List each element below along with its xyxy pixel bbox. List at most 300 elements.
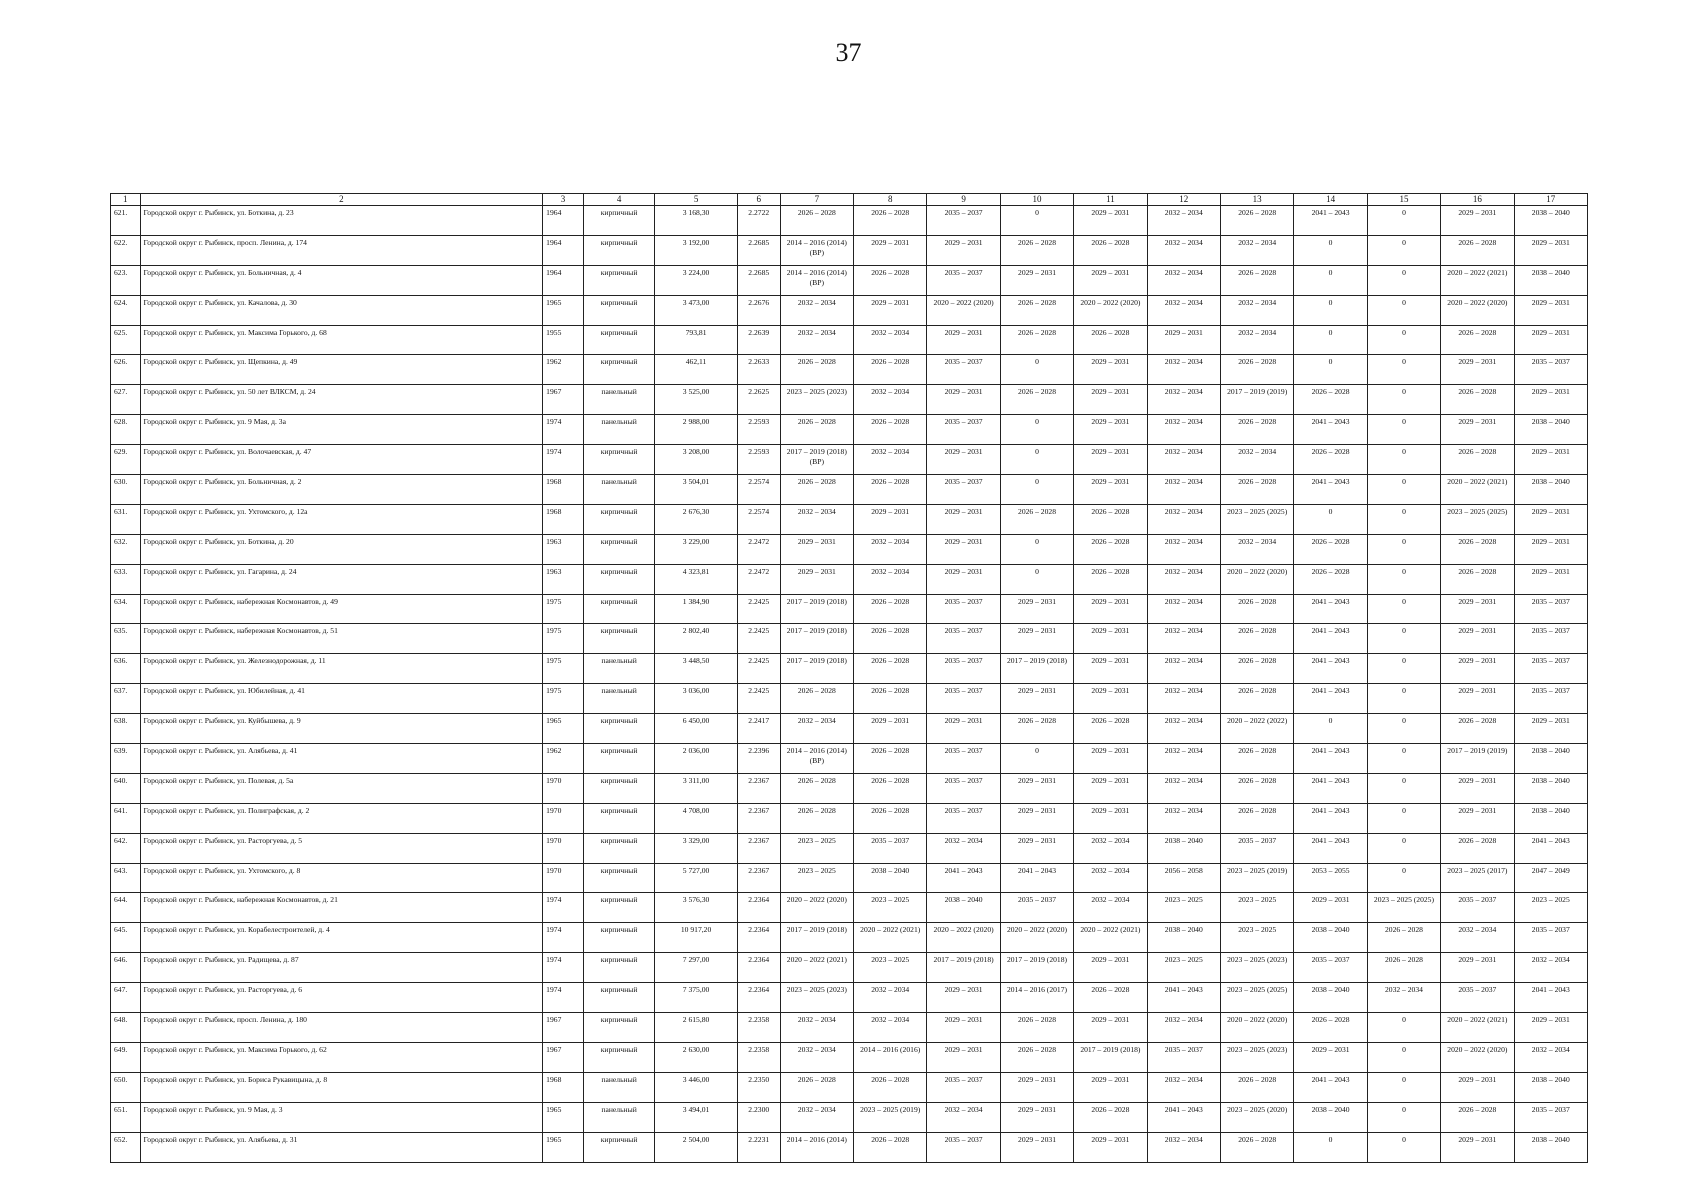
period-15-cell: 0: [1367, 1132, 1440, 1162]
period-13-cell: 2023 – 2025: [1220, 923, 1293, 953]
address-cell: Городской округ г. Рыбинск, ул. Боткина, д. 23: [140, 206, 543, 236]
period-16-cell: 2035 – 2037: [1441, 983, 1514, 1013]
period-16-cell: 2026 – 2028: [1441, 833, 1514, 863]
address-cell: Городской округ г. Рыбинск, ул. 50 лет ВЛКСМ, д. 24: [140, 385, 543, 415]
period-12-cell: 2032 – 2034: [1147, 564, 1220, 594]
area-cell: 793,81: [655, 325, 738, 355]
period-14-cell: 2026 – 2028: [1294, 564, 1367, 594]
period-15-cell: 2032 – 2034: [1367, 983, 1440, 1013]
period-17-cell: 2023 – 2025: [1514, 893, 1587, 923]
wall-material-cell: кирпичный: [583, 773, 654, 803]
period-17-cell: 2035 – 2037: [1514, 684, 1587, 714]
period-12-cell: 2023 – 2025: [1147, 893, 1220, 923]
period-15-cell: 0: [1367, 564, 1440, 594]
wall-material-cell: кирпичный: [583, 983, 654, 1013]
row-number-cell: 640.: [111, 773, 141, 803]
period-10-cell: 2026 – 2028: [1000, 1013, 1073, 1043]
period-8-cell: 2026 – 2028: [854, 594, 927, 624]
period-9-cell: 2035 – 2037: [927, 1132, 1000, 1162]
period-7-cell: 2032 – 2034: [780, 1102, 853, 1132]
period-15-cell: 2023 – 2025 (2025): [1367, 893, 1440, 923]
area-cell: 3 473,00: [655, 295, 738, 325]
period-8-cell: 2032 – 2034: [854, 564, 927, 594]
period-11-cell: 2029 – 2031: [1074, 445, 1147, 475]
coefficient-cell: 2.2425: [737, 624, 780, 654]
period-9-cell: 2035 – 2037: [927, 265, 1000, 295]
coefficient-cell: 2.2231: [737, 1132, 780, 1162]
period-7-cell: 2017 – 2019 (2018): [780, 624, 853, 654]
period-9-cell: 2032 – 2034: [927, 1102, 1000, 1132]
period-17-cell: 2029 – 2031: [1514, 714, 1587, 744]
year-built-cell: 1970: [543, 803, 584, 833]
period-11-cell: 2029 – 2031: [1074, 684, 1147, 714]
period-8-cell: 2032 – 2034: [854, 385, 927, 415]
period-16-cell: 2029 – 2031: [1441, 415, 1514, 445]
period-7-cell: 2026 – 2028: [780, 773, 853, 803]
period-12-cell: 2023 – 2025: [1147, 953, 1220, 983]
row-number-cell: 635.: [111, 624, 141, 654]
period-13-cell: 2017 – 2019 (2019): [1220, 385, 1293, 415]
area-cell: 6 450,00: [655, 714, 738, 744]
area-cell: 2 988,00: [655, 415, 738, 445]
table-row: [111, 235, 1588, 265]
period-12-cell: 2041 – 2043: [1147, 983, 1220, 1013]
table-row: [111, 1042, 1588, 1072]
period-17-cell: 2041 – 2043: [1514, 833, 1587, 863]
period-12-cell: 2032 – 2034: [1147, 773, 1220, 803]
period-13-cell: 2032 – 2034: [1220, 235, 1293, 265]
column-number-header: 16: [1441, 194, 1514, 206]
coefficient-cell: 2.2625: [737, 385, 780, 415]
period-8-cell: 2029 – 2031: [854, 235, 927, 265]
period-16-cell: 2026 – 2028: [1441, 445, 1514, 475]
period-17-cell: 2038 – 2040: [1514, 415, 1587, 445]
column-number-header: 11: [1074, 194, 1147, 206]
period-8-cell: 2032 – 2034: [854, 983, 927, 1013]
year-built-cell: 1974: [543, 923, 584, 953]
wall-material-cell: панельный: [583, 385, 654, 415]
address-cell: Городской округ г. Рыбинск, ул. Щепкина, д. 49: [140, 355, 543, 385]
period-16-cell: 2026 – 2028: [1441, 714, 1514, 744]
period-14-cell: 2026 – 2028: [1294, 1013, 1367, 1043]
period-10-cell: 0: [1000, 206, 1073, 236]
period-17-cell: 2035 – 2037: [1514, 654, 1587, 684]
wall-material-cell: панельный: [583, 415, 654, 445]
row-number-cell: 643.: [111, 863, 141, 893]
period-10-cell: 2026 – 2028: [1000, 325, 1073, 355]
period-8-cell: 2026 – 2028: [854, 684, 927, 714]
period-7-cell: 2026 – 2028: [780, 684, 853, 714]
period-9-cell: 2020 – 2022 (2020): [927, 295, 1000, 325]
year-built-cell: 1970: [543, 773, 584, 803]
period-16-cell: 2020 – 2022 (2021): [1441, 1013, 1514, 1043]
coefficient-cell: 2.2425: [737, 654, 780, 684]
period-10-cell: 2014 – 2016 (2017): [1000, 983, 1073, 1013]
year-built-cell: 1970: [543, 833, 584, 863]
period-8-cell: 2026 – 2028: [854, 773, 927, 803]
period-16-cell: 2029 – 2031: [1441, 1072, 1514, 1102]
address-cell: Городской округ г. Рыбинск, ул. Расторгуева, д. 5: [140, 833, 543, 863]
period-7-cell: 2029 – 2031: [780, 564, 853, 594]
period-10-cell: 2029 – 2031: [1000, 1072, 1073, 1102]
period-9-cell: 2032 – 2034: [927, 833, 1000, 863]
period-12-cell: 2032 – 2034: [1147, 1013, 1220, 1043]
period-7-cell: 2026 – 2028: [780, 803, 853, 833]
wall-material-cell: кирпичный: [583, 624, 654, 654]
period-17-cell: 2038 – 2040: [1514, 206, 1587, 236]
period-12-cell: 2032 – 2034: [1147, 385, 1220, 415]
address-cell: Городской округ г. Рыбинск, просп. Ленина, д. 180: [140, 1013, 543, 1043]
coefficient-cell: 2.2472: [737, 564, 780, 594]
period-16-cell: 2020 – 2022 (2021): [1441, 265, 1514, 295]
wall-material-cell: кирпичный: [583, 714, 654, 744]
period-17-cell: 2038 – 2040: [1514, 475, 1587, 505]
coefficient-cell: 2.2350: [737, 1072, 780, 1102]
wall-material-cell: кирпичный: [583, 534, 654, 564]
period-13-cell: 2026 – 2028: [1220, 803, 1293, 833]
period-14-cell: 0: [1294, 355, 1367, 385]
period-15-cell: 0: [1367, 206, 1440, 236]
period-11-cell: 2029 – 2031: [1074, 654, 1147, 684]
period-14-cell: 2029 – 2031: [1294, 893, 1367, 923]
period-11-cell: 2029 – 2031: [1074, 744, 1147, 774]
period-8-cell: 2026 – 2028: [854, 654, 927, 684]
table-row: [111, 1013, 1588, 1043]
period-7-cell: 2017 – 2019 (2018): [780, 923, 853, 953]
coefficient-cell: 2.2593: [737, 415, 780, 445]
year-built-cell: 1965: [543, 1132, 584, 1162]
address-cell: Городской округ г. Рыбинск, ул. Гагарина, д. 24: [140, 564, 543, 594]
period-17-cell: 2032 – 2034: [1514, 953, 1587, 983]
table-row: [111, 475, 1588, 505]
column-number-header: 5: [655, 194, 738, 206]
period-13-cell: 2023 – 2025 (2019): [1220, 863, 1293, 893]
period-10-cell: 2029 – 2031: [1000, 773, 1073, 803]
address-cell: Городской округ г. Рыбинск, ул. 9 Мая, д. 3: [140, 1102, 543, 1132]
period-10-cell: 2029 – 2031: [1000, 833, 1073, 863]
period-9-cell: 2017 – 2019 (2018): [927, 953, 1000, 983]
period-14-cell: 2041 – 2043: [1294, 594, 1367, 624]
period-8-cell: 2032 – 2034: [854, 1013, 927, 1043]
column-number-header: 14: [1294, 194, 1367, 206]
period-8-cell: 2023 – 2025: [854, 893, 927, 923]
coefficient-cell: 2.2722: [737, 206, 780, 236]
period-7-cell: 2014 – 2016 (2014): [780, 1132, 853, 1162]
table-row: [111, 983, 1588, 1013]
period-8-cell: 2032 – 2034: [854, 534, 927, 564]
table-row: [111, 773, 1588, 803]
period-12-cell: 2032 – 2034: [1147, 803, 1220, 833]
period-16-cell: 2029 – 2031: [1441, 206, 1514, 236]
period-17-cell: 2035 – 2037: [1514, 355, 1587, 385]
period-16-cell: 2029 – 2031: [1441, 953, 1514, 983]
period-9-cell: 2029 – 2031: [927, 564, 1000, 594]
wall-material-cell: кирпичный: [583, 1042, 654, 1072]
year-built-cell: 1963: [543, 564, 584, 594]
period-10-cell: 2017 – 2019 (2018): [1000, 654, 1073, 684]
column-number-header: 3: [543, 194, 584, 206]
period-10-cell: 2026 – 2028: [1000, 385, 1073, 415]
period-13-cell: 2026 – 2028: [1220, 744, 1293, 774]
coefficient-cell: 2.2593: [737, 445, 780, 475]
period-12-cell: 2032 – 2034: [1147, 295, 1220, 325]
period-12-cell: 2032 – 2034: [1147, 265, 1220, 295]
wall-material-cell: кирпичный: [583, 833, 654, 863]
period-8-cell: 2026 – 2028: [854, 355, 927, 385]
wall-material-cell: кирпичный: [583, 504, 654, 534]
column-number-header: 13: [1220, 194, 1293, 206]
period-11-cell: 2026 – 2028: [1074, 1102, 1147, 1132]
column-number-header: 15: [1367, 194, 1440, 206]
column-number-header: 6: [737, 194, 780, 206]
period-8-cell: 2020 – 2022 (2021): [854, 923, 927, 953]
table-row: [111, 1072, 1588, 1102]
period-14-cell: 2041 – 2043: [1294, 744, 1367, 774]
address-cell: Городской округ г. Рыбинск, ул. 9 Мая, д. 3а: [140, 415, 543, 445]
period-14-cell: 2038 – 2040: [1294, 983, 1367, 1013]
table-row: [111, 325, 1588, 355]
period-10-cell: 2026 – 2028: [1000, 235, 1073, 265]
period-16-cell: 2023 – 2025 (2017): [1441, 863, 1514, 893]
period-7-cell: 2032 – 2034: [780, 295, 853, 325]
area-cell: 2 036,00: [655, 744, 738, 774]
period-11-cell: 2020 – 2022 (2020): [1074, 295, 1147, 325]
period-10-cell: 0: [1000, 475, 1073, 505]
period-14-cell: 0: [1294, 325, 1367, 355]
period-7-cell: 2014 – 2016 (2014) (ВР): [780, 265, 853, 295]
period-16-cell: 2026 – 2028: [1441, 534, 1514, 564]
coefficient-cell: 2.2574: [737, 475, 780, 505]
area-cell: 10 917,20: [655, 923, 738, 953]
address-cell: Городской округ г. Рыбинск, ул. Волочаевская, д. 47: [140, 445, 543, 475]
period-10-cell: 2029 – 2031: [1000, 1102, 1073, 1132]
period-11-cell: 2029 – 2031: [1074, 415, 1147, 445]
period-16-cell: 2029 – 2031: [1441, 654, 1514, 684]
period-12-cell: 2032 – 2034: [1147, 654, 1220, 684]
period-9-cell: 2035 – 2037: [927, 206, 1000, 236]
period-10-cell: 2041 – 2043: [1000, 863, 1073, 893]
period-10-cell: 0: [1000, 564, 1073, 594]
row-number-cell: 649.: [111, 1042, 141, 1072]
coefficient-cell: 2.2358: [737, 1013, 780, 1043]
wall-material-cell: кирпичный: [583, 923, 654, 953]
period-13-cell: 2026 – 2028: [1220, 206, 1293, 236]
period-11-cell: 2029 – 2031: [1074, 1132, 1147, 1162]
period-12-cell: 2032 – 2034: [1147, 445, 1220, 475]
period-12-cell: 2029 – 2031: [1147, 325, 1220, 355]
coefficient-cell: 2.2417: [737, 714, 780, 744]
column-number-header: 10: [1000, 194, 1073, 206]
period-16-cell: 2029 – 2031: [1441, 803, 1514, 833]
table-row: [111, 355, 1588, 385]
period-10-cell: 2026 – 2028: [1000, 295, 1073, 325]
period-17-cell: 2038 – 2040: [1514, 803, 1587, 833]
period-13-cell: 2020 – 2022 (2022): [1220, 714, 1293, 744]
wall-material-cell: панельный: [583, 654, 654, 684]
area-cell: 5 727,00: [655, 863, 738, 893]
coefficient-cell: 2.2685: [737, 235, 780, 265]
period-7-cell: 2017 – 2019 (2018): [780, 594, 853, 624]
period-13-cell: 2020 – 2022 (2020): [1220, 564, 1293, 594]
period-15-cell: 0: [1367, 714, 1440, 744]
year-built-cell: 1975: [543, 594, 584, 624]
period-12-cell: 2032 – 2034: [1147, 1072, 1220, 1102]
table-row: [111, 654, 1588, 684]
area-cell: 4 708,00: [655, 803, 738, 833]
table-row: [111, 953, 1588, 983]
period-12-cell: 2032 – 2034: [1147, 475, 1220, 505]
row-number-cell: 642.: [111, 833, 141, 863]
period-7-cell: 2026 – 2028: [780, 355, 853, 385]
table-row: [111, 624, 1588, 654]
period-11-cell: 2017 – 2019 (2018): [1074, 1042, 1147, 1072]
period-13-cell: 2023 – 2025 (2023): [1220, 1042, 1293, 1072]
table-row: [111, 564, 1588, 594]
area-cell: 3 504,01: [655, 475, 738, 505]
period-15-cell: 0: [1367, 325, 1440, 355]
area-cell: 3 168,30: [655, 206, 738, 236]
area-cell: 462,11: [655, 355, 738, 385]
period-16-cell: 2029 – 2031: [1441, 624, 1514, 654]
table-row: [111, 863, 1588, 893]
period-7-cell: 2017 – 2019 (2018) (ВР): [780, 445, 853, 475]
period-12-cell: 2032 – 2034: [1147, 624, 1220, 654]
period-8-cell: 2035 – 2037: [854, 833, 927, 863]
area-cell: 3 576,30: [655, 893, 738, 923]
period-11-cell: 2029 – 2031: [1074, 773, 1147, 803]
row-number-cell: 625.: [111, 325, 141, 355]
table-row: [111, 1102, 1588, 1132]
period-11-cell: 2026 – 2028: [1074, 504, 1147, 534]
period-17-cell: 2032 – 2034: [1514, 1042, 1587, 1072]
period-12-cell: 2032 – 2034: [1147, 684, 1220, 714]
area-cell: 2 676,30: [655, 504, 738, 534]
wall-material-cell: кирпичный: [583, 803, 654, 833]
period-10-cell: 2029 – 2031: [1000, 594, 1073, 624]
period-14-cell: 2053 – 2055: [1294, 863, 1367, 893]
table-row: [111, 684, 1588, 714]
row-number-cell: 626.: [111, 355, 141, 385]
period-13-cell: 2026 – 2028: [1220, 475, 1293, 505]
period-13-cell: 2023 – 2025 (2020): [1220, 1102, 1293, 1132]
page-number: 37: [835, 38, 862, 67]
period-14-cell: 0: [1294, 235, 1367, 265]
period-11-cell: 2029 – 2031: [1074, 594, 1147, 624]
row-number-cell: 629.: [111, 445, 141, 475]
period-12-cell: 2032 – 2034: [1147, 594, 1220, 624]
period-17-cell: 2035 – 2037: [1514, 624, 1587, 654]
coefficient-cell: 2.2574: [737, 504, 780, 534]
row-number-cell: 622.: [111, 235, 141, 265]
table-row: [111, 803, 1588, 833]
area-cell: 4 323,81: [655, 564, 738, 594]
period-13-cell: 2026 – 2028: [1220, 594, 1293, 624]
coefficient-cell: 2.2364: [737, 953, 780, 983]
address-cell: Городской округ г. Рыбинск, ул. Ухтомского, д. 8: [140, 863, 543, 893]
address-cell: Городской округ г. Рыбинск, ул. Бориса Рукавицына, д. 8: [140, 1072, 543, 1102]
period-15-cell: 2026 – 2028: [1367, 953, 1440, 983]
period-9-cell: 2029 – 2031: [927, 983, 1000, 1013]
period-7-cell: 2026 – 2028: [780, 475, 853, 505]
period-8-cell: 2023 – 2025 (2019): [854, 1102, 927, 1132]
period-7-cell: 2023 – 2025: [780, 863, 853, 893]
period-11-cell: 2029 – 2031: [1074, 355, 1147, 385]
period-16-cell: 2026 – 2028: [1441, 564, 1514, 594]
period-10-cell: 0: [1000, 415, 1073, 445]
year-built-cell: 1964: [543, 235, 584, 265]
coefficient-cell: 2.2639: [737, 325, 780, 355]
wall-material-cell: кирпичный: [583, 953, 654, 983]
row-number-cell: 623.: [111, 265, 141, 295]
address-cell: Городской округ г. Рыбинск, набережная Космонавтов, д. 21: [140, 893, 543, 923]
area-cell: 1 384,90: [655, 594, 738, 624]
row-number-cell: 646.: [111, 953, 141, 983]
area-cell: 2 630,00: [655, 1042, 738, 1072]
period-7-cell: 2023 – 2025: [780, 833, 853, 863]
table-row: [111, 445, 1588, 475]
area-cell: 3 192,00: [655, 235, 738, 265]
period-15-cell: 0: [1367, 295, 1440, 325]
year-built-cell: 1964: [543, 206, 584, 236]
period-11-cell: 2026 – 2028: [1074, 714, 1147, 744]
wall-material-cell: кирпичный: [583, 325, 654, 355]
period-14-cell: 2029 – 2031: [1294, 1042, 1367, 1072]
period-8-cell: 2029 – 2031: [854, 504, 927, 534]
period-10-cell: 2017 – 2019 (2018): [1000, 953, 1073, 983]
area-cell: 3 494,01: [655, 1102, 738, 1132]
period-13-cell: 2032 – 2034: [1220, 534, 1293, 564]
table-row: [111, 594, 1588, 624]
row-number-cell: 621.: [111, 206, 141, 236]
period-14-cell: 2041 – 2043: [1294, 206, 1367, 236]
period-9-cell: 2035 – 2037: [927, 684, 1000, 714]
period-13-cell: 2023 – 2025: [1220, 893, 1293, 923]
wall-material-cell: кирпичный: [583, 1013, 654, 1043]
address-cell: Городской округ г. Рыбинск, ул. Максима Горького, д. 68: [140, 325, 543, 355]
period-8-cell: 2038 – 2040: [854, 863, 927, 893]
table-row: [111, 206, 1588, 236]
year-built-cell: 1965: [543, 295, 584, 325]
table-row: [111, 265, 1588, 295]
period-12-cell: 2032 – 2034: [1147, 355, 1220, 385]
address-cell: Городской округ г. Рыбинск, ул. Качалова, д. 30: [140, 295, 543, 325]
period-17-cell: 2035 – 2037: [1514, 1102, 1587, 1132]
period-8-cell: 2026 – 2028: [854, 744, 927, 774]
year-built-cell: 1968: [543, 475, 584, 505]
column-number-header: 4: [583, 194, 654, 206]
address-cell: Городской округ г. Рыбинск, ул. Боткина, д. 20: [140, 534, 543, 564]
period-14-cell: 2038 – 2040: [1294, 923, 1367, 953]
wall-material-cell: кирпичный: [583, 564, 654, 594]
period-7-cell: 2020 – 2022 (2020): [780, 893, 853, 923]
wall-material-cell: кирпичный: [583, 355, 654, 385]
period-17-cell: 2029 – 2031: [1514, 534, 1587, 564]
year-built-cell: 1975: [543, 624, 584, 654]
period-11-cell: 2029 – 2031: [1074, 206, 1147, 236]
period-13-cell: 2023 – 2025 (2025): [1220, 983, 1293, 1013]
period-16-cell: 2020 – 2022 (2020): [1441, 1042, 1514, 1072]
period-12-cell: 2041 – 2043: [1147, 1102, 1220, 1132]
period-11-cell: 2029 – 2031: [1074, 624, 1147, 654]
period-9-cell: 2029 – 2031: [927, 1013, 1000, 1043]
year-built-cell: 1975: [543, 684, 584, 714]
address-cell: Городской округ г. Рыбинск, набережная Космонавтов, д. 51: [140, 624, 543, 654]
period-15-cell: 0: [1367, 803, 1440, 833]
period-7-cell: 2029 – 2031: [780, 534, 853, 564]
period-9-cell: 2029 – 2031: [927, 714, 1000, 744]
period-11-cell: 2032 – 2034: [1074, 893, 1147, 923]
period-16-cell: 2026 – 2028: [1441, 325, 1514, 355]
